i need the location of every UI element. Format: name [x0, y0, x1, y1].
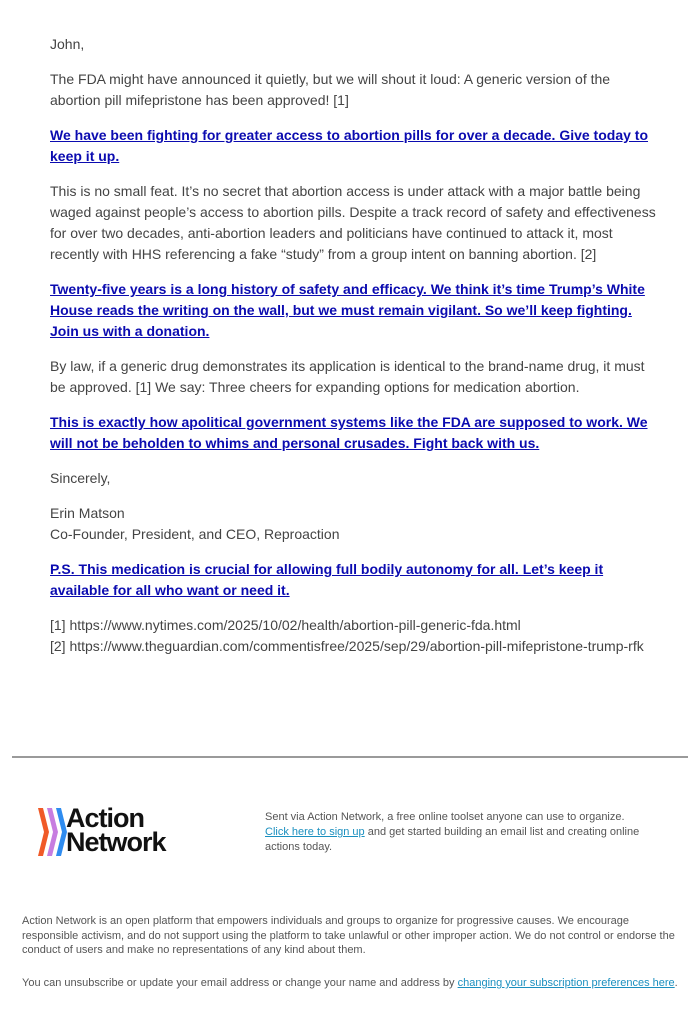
sent-text: Sent via Action Network, a free online toolset anyone can use to organize. [265, 811, 625, 823]
donate-link-1[interactable]: We have been fighting for greater access to abortion pills for over a decade. Give today to keep it up. [50, 127, 649, 164]
logo-text-2: Network [66, 827, 166, 857]
ps-link[interactable]: P.S. This medication is crucial for allowing full bodily autonomy for all. Let’s keep it available for all who want or need it. [50, 561, 604, 598]
paragraph-context: This is no small feat. It’s no secret that abortion access is under attack with a major battle being waged against people’s access to abortion pills. Despite a track record of safety and effectiveness for over two decades, anti-abortion leaders and politicians have continued to attack it, most recently with HHS referencing a fake “study” from a group intent on banning abortion. [2] [50, 183, 656, 262]
sent-text-2: and get started building an email list and creating online actions today. [265, 826, 640, 853]
closing: Sincerely, [50, 470, 111, 486]
footer-divider [12, 756, 688, 758]
signer-title: Co-Founder, President, and CEO, Reproaction [50, 526, 340, 542]
chevrons-icon [38, 808, 68, 856]
unsub-end: . [674, 977, 678, 989]
email-body [50, 34, 660, 671]
sent-via-text [265, 810, 645, 855]
subscription-preferences-link[interactable]: changing your subscription preferences here [457, 977, 675, 989]
signup-link[interactable]: Click here to sign up [265, 826, 365, 838]
paragraph-announcement: The FDA might have announced it quietly, but we will shout it loud: A generic version of the abortion pill mifepristone has been approved! [1] [50, 71, 611, 108]
reference-2: [2] https://www.theguardian.com/commentisfree/2025/sep/29/abortion-pill-mifepristone-trump-rfk [50, 638, 644, 654]
donate-link-2[interactable]: Twenty-five years is a long history of safety and efficacy. We think it’s time Trump’s White House reads the writing on the wall, but we must remain vigilant. So we’ll keep fighting. Join us with a donation. [50, 281, 645, 339]
greeting: John, [50, 36, 85, 52]
unsubscribe-text [22, 976, 692, 990]
signer-name: Erin Matson [50, 505, 125, 521]
action-network-logo [38, 803, 198, 858]
unsub-text: You can unsubscribe or update your email address or change your name and address by [22, 977, 458, 989]
reference-1: [1] https://www.nytimes.com/2025/10/02/health/abortion-pill-generic-fda.html [50, 617, 521, 633]
logo-text-1: Action [66, 803, 144, 833]
paragraph-law: By law, if a generic drug demonstrates its application is identical to the brand-name drug, it must be approved. [1] We say: Three cheers for expanding options for medication abortion. [50, 358, 645, 395]
disclaimer: Action Network is an open platform that empowers individuals and groups to organize for progressive causes. We encourage responsible activism, and do not support using the platform to take unlawful or other improper action. We do not control or endorse the conduct of users and make no representations of any kind about them. [22, 915, 675, 956]
donate-link-3[interactable]: This is exactly how apolitical government systems like the FDA are supposed to work. We will not be beholden to whims and personal crusades. Fight back with us. [50, 414, 648, 451]
